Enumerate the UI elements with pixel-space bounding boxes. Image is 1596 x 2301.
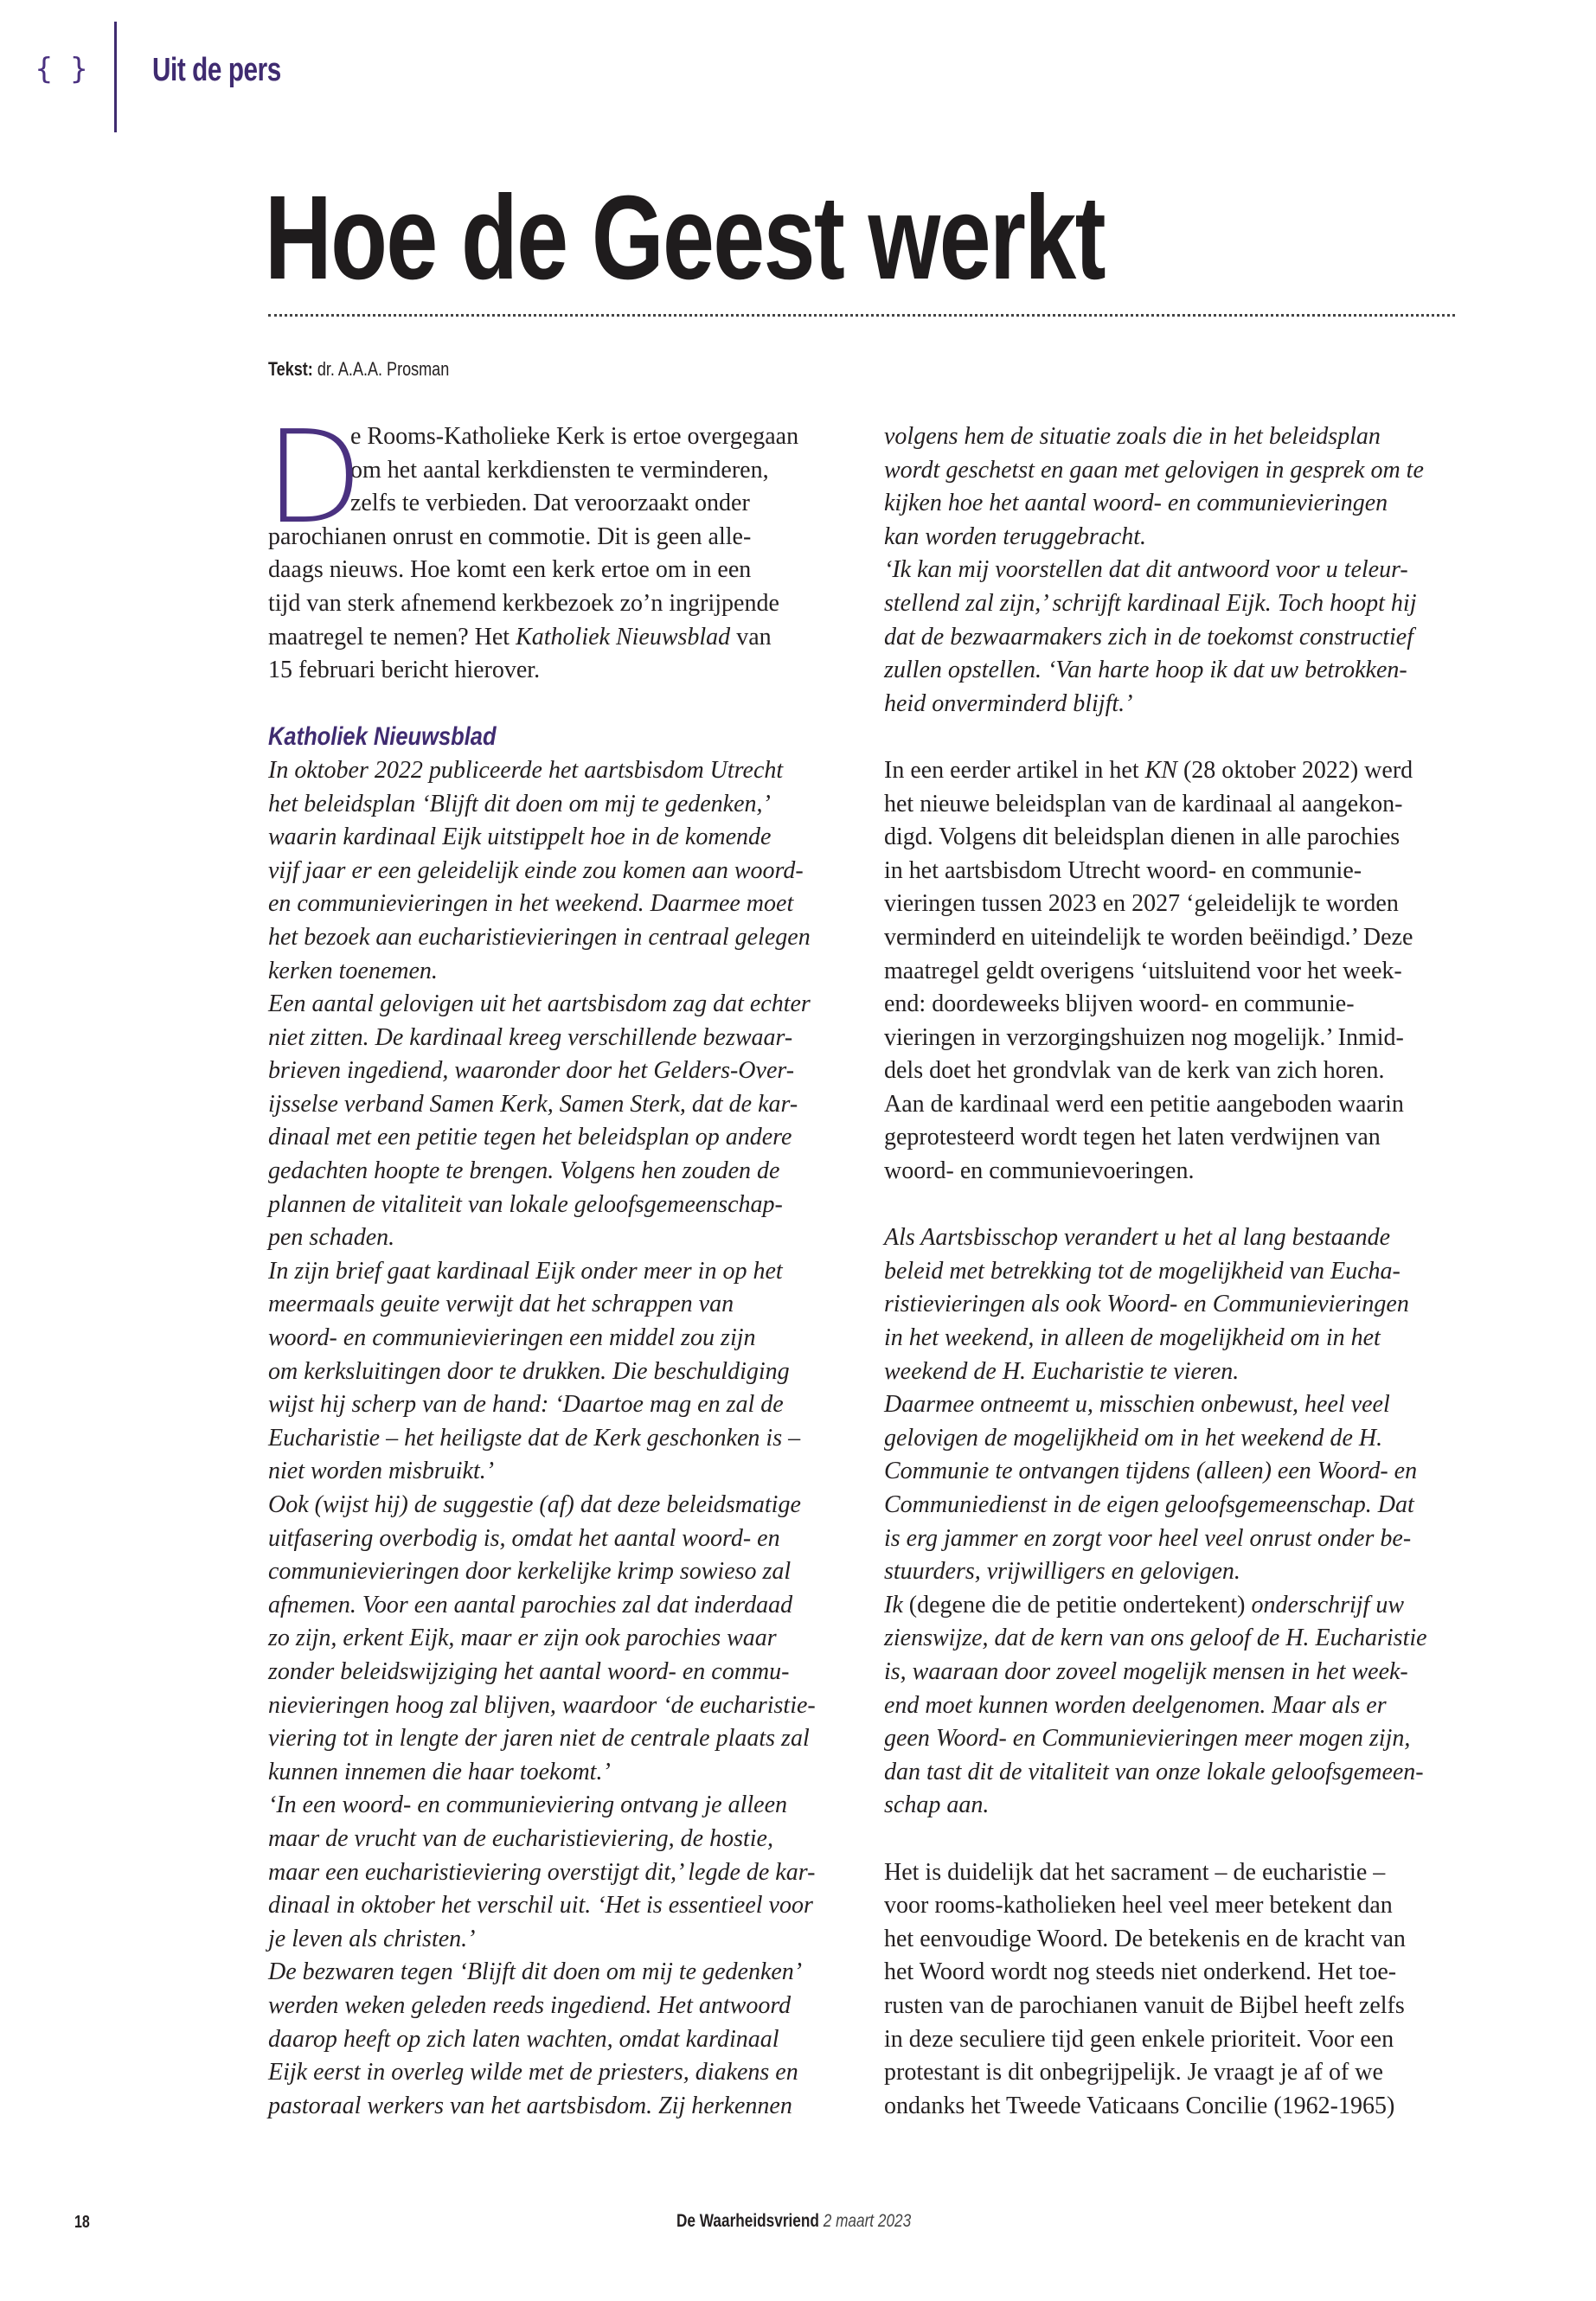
paragraph <box>884 1856 1464 2124</box>
byline-author: dr. A.A.A. Prosman <box>317 358 450 380</box>
text-line: pastoraal werkers van het aartsbisdom. Zij herkennen <box>268 2092 792 2119</box>
text-line: e Rooms-Katholieke Kerk is ertoe overgegaan <box>350 423 799 450</box>
paragraph-gap <box>884 1189 1464 1222</box>
text-line: in het weekend, in alleen de mogelijkheid om in het <box>884 1324 1381 1352</box>
header-divider <box>114 22 117 132</box>
drop-cap: D <box>265 403 363 552</box>
braces-icon: { } <box>35 52 93 87</box>
text-line: heid onverminderd blijft.’ <box>884 689 1133 717</box>
text-line: in het aartsbisdom Utrecht woord- en communie- <box>884 856 1362 884</box>
paragraph <box>884 754 1464 1189</box>
text-line: brieven ingediend, waaronder door het Gelders-Over- <box>268 1057 795 1085</box>
text-line: vieringen tussen 2023 en 2027 ‘geleidelijk te worden <box>884 890 1399 918</box>
text-line: kerken toenemen. <box>268 957 438 984</box>
text-line: verminderd en uiteindelijk te worden beëindigd.’ Deze <box>884 923 1413 951</box>
text-line: Als Aartsbisschop verandert u het al lang bestaande <box>884 1224 1391 1252</box>
article-title: Hoe de Geest werkt <box>265 171 1105 304</box>
text-line: meermaals geuite verwijt dat het schrappen van <box>268 1291 734 1318</box>
text-line: kan worden teruggebracht. <box>884 522 1147 550</box>
text-line: is erg jammer en zorgt voor heel veel onrust onder be- <box>884 1524 1412 1552</box>
text-line: volgens hem de situatie zoals die in het beleidsplan <box>884 423 1381 450</box>
paragraph-gap <box>884 1823 1464 1856</box>
issue-date: 2 maart 2023 <box>823 2211 912 2231</box>
text-segment: (28 oktober 2022) werd <box>1176 756 1413 784</box>
text-line: end: doordeweeks blijven woord- en communie- <box>884 990 1355 1018</box>
text-line: weekend de H. Eucharistie te vieren. <box>884 1357 1240 1385</box>
text-line: wijst hij scherp van de hand: ‘Daartoe mag en zal de <box>268 1391 784 1419</box>
text-line: end moet kunnen worden deelgenomen. Maar als er <box>884 1691 1387 1719</box>
paragraph <box>884 420 1464 721</box>
text-line: ‘In een woord- en communieviering ontvang je alleen <box>268 1791 788 1819</box>
text-line: parochianen onrust en commotie. Dit is geen alle- <box>268 522 752 550</box>
text-line: Communiedienst in de eigen geloofsgemeenschap. Dat <box>884 1491 1414 1518</box>
text-line: zo zijn, erkent Eijk, maar er zijn ook parochies waar <box>268 1625 777 1652</box>
text-line: viering tot in lengte der jaren niet de centrale plaats zal <box>268 1725 810 1753</box>
text-line: vieringen in verzorgingshuizen nog mogelijk.’ Inmid- <box>884 1023 1404 1051</box>
text-line: plannen de vitaliteit van lokale geloofsgemeenschap- <box>268 1190 783 1218</box>
title-dotted-divider <box>268 314 1455 317</box>
text-line: daarop heeft op zich laten wachten, omdat kardinaal <box>268 2025 779 2053</box>
italic-segment: Ik <box>884 1591 903 1618</box>
text-line: gelovigen de mogelijkheid om in het weekend de H. <box>884 1424 1383 1452</box>
italic-segment: Katholiek Nieuwsblad <box>516 623 731 651</box>
text-line: Aan de kardinaal werd een petitie aangeboden waarin <box>884 1090 1404 1118</box>
text-line: stuurders, vrijwilligers en gelovigen. <box>884 1558 1240 1586</box>
text-line: zelfs te verbieden. Dat veroorzaakt onder <box>350 490 750 517</box>
paragraph <box>884 1221 1464 1823</box>
text-line: In zijn brief gaat kardinaal Eijk onder meer in op het <box>268 1257 783 1285</box>
text-line: digd. Volgens dit beleidsplan dienen in alle parochies <box>884 824 1401 851</box>
text-line: ondanks het Tweede Vaticaans Concilie (1962-1965) <box>884 2092 1395 2119</box>
text-line: kunnen innemen die haar toekomt.’ <box>268 1758 611 1785</box>
text-line: pen schaden. <box>268 1224 395 1252</box>
text-line: voor rooms-katholieken heel veel meer betekent dan <box>884 1892 1393 1920</box>
text-line: Daarmee ontneemt u, misschien onbewust, heel veel <box>884 1391 1390 1419</box>
paragraph <box>268 754 830 2123</box>
magazine-name: De Waarheidsvriend <box>676 2211 819 2231</box>
text-line: dinaal in oktober het verschil uit. ‘Het is essentieel voor <box>268 1892 813 1920</box>
text-line: afnemen. Voor een aantal parochies zal dat inderdaad <box>268 1591 793 1618</box>
italic-segment: KN <box>1144 756 1177 784</box>
subheading-line <box>268 721 830 754</box>
text-line: het beleidsplan ‘Blijft dit doen om mij te gedenken,’ <box>268 790 771 817</box>
subheading: Katholiek Nieuwsblad <box>268 722 497 752</box>
text-line: het nieuwe beleidsplan van de kardinaal al aangekon- <box>884 790 1403 817</box>
text-line: zonder beleidswijziging het aantal woord- en commu- <box>268 1657 790 1685</box>
text-line <box>268 621 830 655</box>
byline-label: Tekst: <box>268 358 313 380</box>
text-line: geprotesteerd wordt tegen het laten verdwijnen van <box>884 1124 1381 1151</box>
text-line: woord- en communievoeringen. <box>884 1157 1195 1185</box>
text-line: Een aantal gelovigen uit het aartsbisdom zag dat echter <box>268 990 811 1018</box>
text-line: tijd van sterk afnemend kerkbezoek zo’n ingrijpende <box>268 589 779 617</box>
text-line: en communievieringen in het weekend. Daarmee moet <box>268 890 794 918</box>
text-line: protestant is dit onbegrijpelijk. Je vraagt je af of we <box>884 2059 1383 2086</box>
text-line: uitfasering overbodig is, omdat het aantal woord- en <box>268 1524 780 1552</box>
paragraph-gap <box>268 688 830 721</box>
text-line <box>884 1589 1464 1623</box>
text-line: In oktober 2022 publiceerde het aartsbisdom Utrecht <box>268 756 784 784</box>
text-line: De bezwaren tegen ‘Blijft dit doen om mij te gedenken’ <box>268 1958 803 1986</box>
footer-publication <box>676 2211 911 2232</box>
text-line: Eucharistie – het heiligste dat de Kerk geschonken is – <box>268 1424 801 1452</box>
text-line <box>884 754 1464 788</box>
text-line: zienswijze, dat de kern van ons geloof de H. Eucharistie <box>884 1625 1427 1652</box>
text-line: kijken hoe het aantal woord- en communievieringen <box>884 490 1388 517</box>
text-line: ristievieringen als ook Woord- en Communievieringen <box>884 1291 1409 1318</box>
text-line: maatregel geldt overigens ‘uitsluitend voor het week- <box>884 957 1402 984</box>
text-segment: (degene die de petitie ondertekent) <box>902 1591 1252 1618</box>
text-line: het bezoek aan eucharistievieringen in centraal gelegen <box>268 923 811 951</box>
text-line: Eijk eerst in overleg wilde met de priesters, diakens en <box>268 2059 798 2086</box>
text-line: niet worden misbruikt.’ <box>268 1458 495 1485</box>
text-line: Het is duidelijk dat het sacrament – de eucharistie – <box>884 1858 1386 1886</box>
text-line: is, waaraan door zoveel mogelijk mensen in het week- <box>884 1657 1408 1685</box>
text-line: ijsselse verband Samen Kerk, Samen Sterk, dat de kar- <box>268 1090 798 1118</box>
text-line: maar de vrucht van de eucharistieviering, de hostie, <box>268 1824 773 1852</box>
text-line: dat de bezwaarmakers zich in de toekomst constructief <box>884 623 1414 651</box>
text-line: Communie te ontvangen tijdens (alleen) een Woord- en <box>884 1458 1418 1485</box>
text-line: waarin kardinaal Eijk uitstippelt hoe in de komende <box>268 824 772 851</box>
text-line: maar een eucharistieviering overstijgt dit,’ legde de kar- <box>268 1858 816 1886</box>
text-line: geen Woord- en Communievieringen meer mogen zijn, <box>884 1725 1411 1753</box>
italic-segment: onderschrijf uw <box>1251 1591 1405 1618</box>
text-line: schap aan. <box>884 1791 990 1819</box>
text-segment: In een eerder artikel in het <box>884 756 1145 784</box>
text-line: vijf jaar er een geleidelijk einde zou komen aan woord- <box>268 856 804 884</box>
text-line: beleid met betrekking tot de mogelijkheid van Eucha- <box>884 1257 1401 1285</box>
text-line: zullen opstellen. ‘Van harte hoop ik dat uw betrokken- <box>884 657 1407 684</box>
text-line: nievieringen hoog zal blijven, waardoor ‘de eucharistie- <box>268 1691 816 1719</box>
text-line: ‘Ik kan mij voorstellen dat dit antwoord voor u teleur- <box>884 556 1408 584</box>
text-line: rusten van de parochianen vanuit de Bijbel heeft zelfs <box>884 1991 1405 2019</box>
text-line: in deze seculiere tijd geen enkele prioriteit. Voor een <box>884 2025 1394 2053</box>
text-segment: maatregel te nemen? Het <box>268 623 516 651</box>
text-line: gedachten hoopte te brengen. Volgens hen zouden de <box>268 1157 780 1185</box>
text-line: het eenvoudige Woord. De betekenis en de kracht van <box>884 1925 1406 1952</box>
paragraph-gap <box>884 721 1464 754</box>
section-label: Uit de pers <box>152 52 281 88</box>
paragraph <box>265 403 830 688</box>
text-line: daags nieuws. Hoe komt een kerk ertoe om in een <box>268 556 752 584</box>
text-line: het Woord wordt nog steeds niet onderkend. Het toe- <box>884 1958 1397 1986</box>
text-line: woord- en communievieringen een middel zou zijn <box>268 1324 756 1352</box>
text-line: communievieringen door kerkelijke krimp sowieso zal <box>268 1558 792 1586</box>
text-line: dan tast dit de vitaliteit van onze lokale geloofsgemeen- <box>884 1758 1424 1785</box>
text-line: 15 februari bericht hierover. <box>268 657 541 684</box>
page-number: 18 <box>74 2213 90 2232</box>
text-line: Ook (wijst hij) de suggestie (af) dat deze beleidsmatige <box>268 1491 801 1518</box>
text-line: om kerksluitingen door te drukken. Die beschuldiging <box>268 1357 790 1385</box>
article-column-left <box>265 403 830 2123</box>
text-line: dinaal met een petitie tegen het beleidsplan op andere <box>268 1124 792 1151</box>
text-line: stellend zal zijn,’ schrijft kardinaal Eijk. Toch hoopt hij <box>884 589 1417 617</box>
article-column-right <box>884 420 1464 2123</box>
text-line: niet zitten. De kardinaal kreeg verschillende bezwaar- <box>268 1023 793 1051</box>
text-line: je leven als christen.’ <box>268 1925 476 1952</box>
byline <box>268 358 449 381</box>
text-line: werden weken geleden reeds ingediend. Het antwoord <box>268 1991 792 2019</box>
text-line: wordt geschetst en gaan met gelovigen in gesprek om te <box>884 456 1424 484</box>
text-line: om het aantal kerkdiensten te verminderen, <box>350 456 769 484</box>
text-segment: van <box>730 623 772 651</box>
text-line: dels doet het grondvlak van de kerk van zich horen. <box>884 1057 1385 1085</box>
